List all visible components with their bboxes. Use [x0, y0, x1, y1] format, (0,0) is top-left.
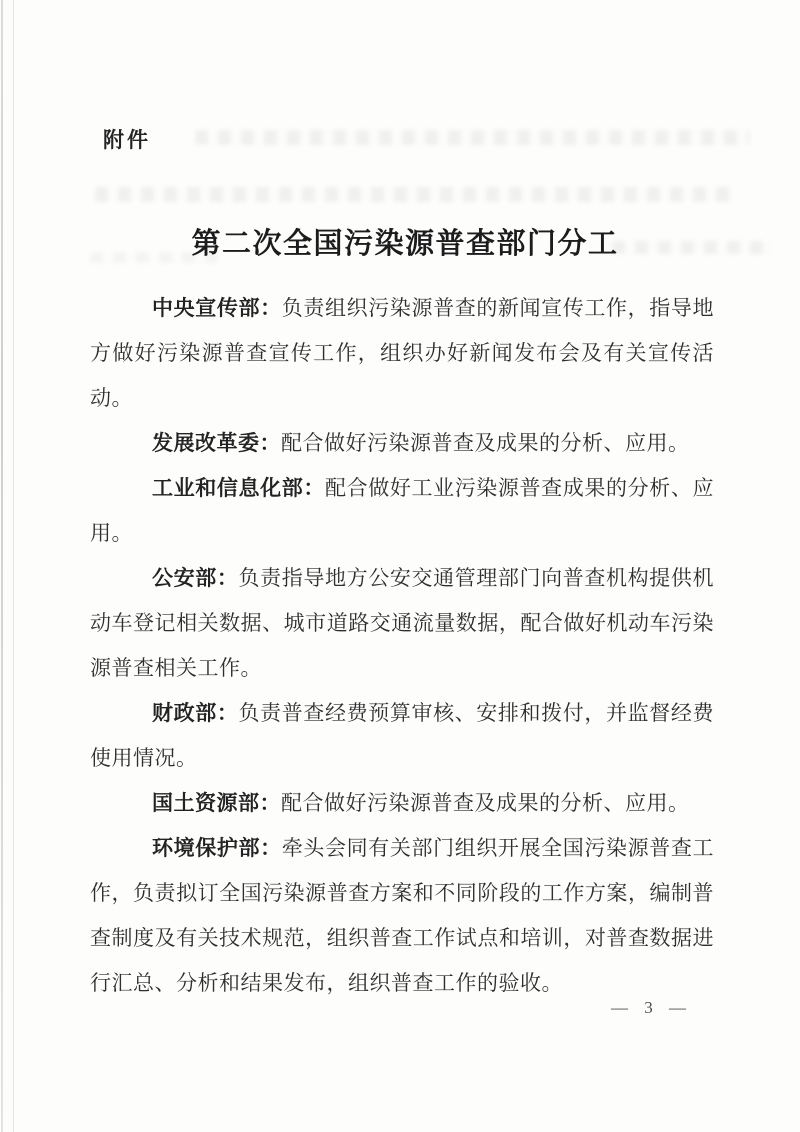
- paragraph-land-resources-ministry: [90, 781, 714, 826]
- paragraph-central-propaganda-dept: [90, 286, 714, 421]
- document-body: [90, 286, 714, 1006]
- paragraph-industry-information-ministry: [90, 466, 714, 556]
- scan-edge-line: [13, 0, 14, 1132]
- page-number: — 3 —: [611, 998, 692, 1017]
- department-name: 发展改革委：: [152, 431, 281, 455]
- ink-bleed-artifact: [195, 130, 750, 145]
- scan-edge-line: [1, 0, 3, 1132]
- document-title: 第二次全国污染源普查部门分工: [191, 228, 619, 261]
- paragraph-environmental-protection-ministry: [90, 826, 714, 1006]
- department-duty: 配合做好污染源普查及成果的分析、应用。: [281, 431, 690, 455]
- paragraph-public-security-ministry: [90, 556, 714, 691]
- department-name: 国土资源部：: [152, 791, 281, 815]
- department-name: 公安部：: [152, 566, 239, 590]
- department-duty: 负责普查经费预算审核、安排和拨付，并监督经费使用情况。: [90, 701, 715, 770]
- department-duty: 配合做好污染源普查及成果的分析、应用。: [281, 791, 690, 815]
- department-duty: 配合做好工业污染源普查成果的分析、应用。: [90, 476, 715, 545]
- department-duty: 负责指导地方公安交通管理部门向普查机构提供机动车登记相关数据、城市道路交通流量数据，配合做好机动车污染源普查相关工作。: [90, 566, 715, 680]
- paragraph-finance-ministry: [90, 691, 714, 781]
- department-name: 财政部：: [152, 701, 239, 725]
- department-name: 中央宣传部：: [152, 296, 282, 320]
- department-name: 环境保护部：: [152, 836, 282, 860]
- ink-bleed-artifact: [95, 187, 735, 202]
- department-name: 工业和信息化部：: [152, 476, 325, 500]
- department-duty: 牵头会同有关部门组织开展全国污染源普查工作，负责拟订全国污染源普查方案和不同阶段的工作方案，编制普查制度及有关技术规范，组织普查工作试点和培训，对普查数据进行汇总、分析和结果发布，组织普查工作的验收。: [90, 836, 715, 995]
- attachment-label: 附件: [103, 129, 151, 152]
- paragraph-development-reform-commission: [90, 421, 714, 466]
- department-duty: 负责组织污染源普查的新闻宣传工作，指导地方做好污染源普查宣传工作，组织办好新闻发布会及有关宣传活动。: [90, 296, 715, 410]
